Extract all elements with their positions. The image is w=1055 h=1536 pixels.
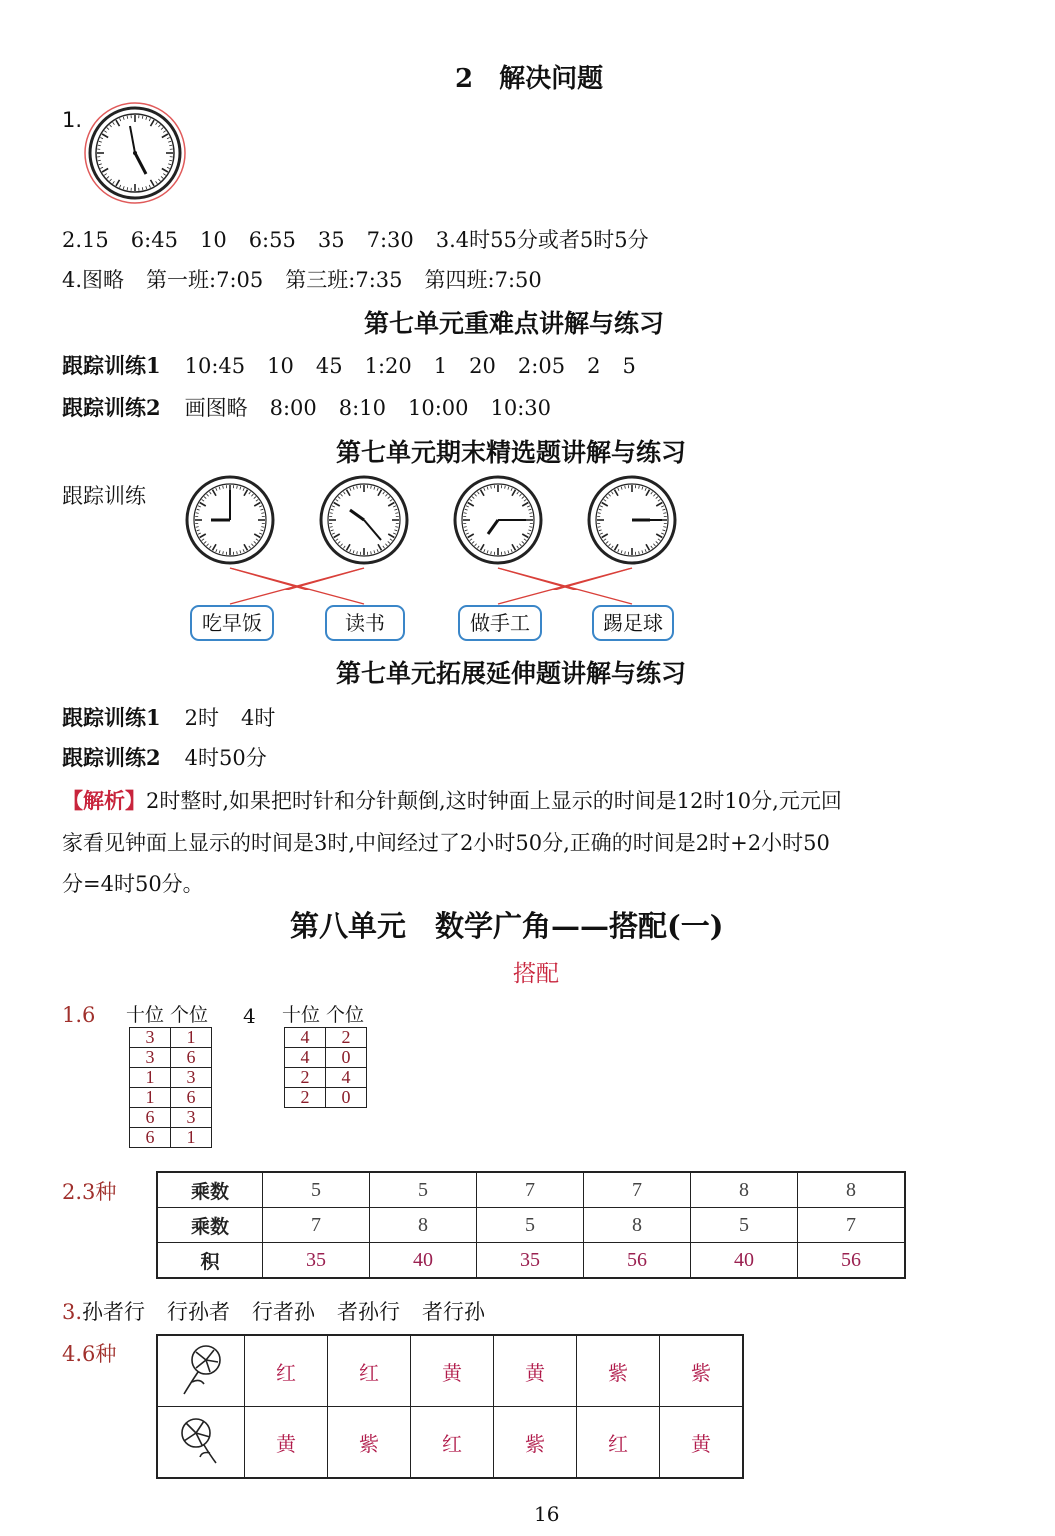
analysis-line-3: 分=4时50分。 <box>62 872 204 896</box>
answer-line-4 <box>62 264 542 294</box>
cell: 紫 <box>577 1335 660 1407</box>
tz-row1-label: 跟踪训练1 <box>62 705 161 730</box>
cell: 黄 <box>494 1335 577 1407</box>
row-label: 乘数 <box>157 1208 263 1243</box>
zn-row-2 <box>62 392 551 422</box>
cell: 6 <box>171 1048 212 1068</box>
p3-item: 者行孙 <box>422 1300 486 1324</box>
zn-item: 1:20 <box>364 354 412 378</box>
cell: 35 <box>477 1243 584 1279</box>
zn-item: 10:45 <box>184 354 246 378</box>
cell: 40 <box>370 1243 477 1279</box>
cell: 6 <box>130 1128 171 1148</box>
p3-line <box>62 1296 485 1326</box>
cell: 黄 <box>411 1335 494 1407</box>
row-label: 乘数 <box>157 1172 263 1208</box>
cell: 1 <box>130 1068 171 1088</box>
line2-item: 15 <box>82 228 109 252</box>
cell: 4 <box>285 1048 326 1068</box>
p4-prefix <box>62 1338 116 1368</box>
p1-header-b: 十位 个位 <box>282 1004 365 1026</box>
zn-item: 画图略 <box>184 396 248 420</box>
cell: 紫 <box>328 1407 411 1479</box>
unit8-title: 第八单元 数学广角——搭配(一) <box>290 909 724 943</box>
clock-icon-3 <box>455 477 541 563</box>
cell: 8 <box>584 1208 691 1243</box>
p3-item: 孙者行 <box>82 1300 146 1324</box>
cell: 红 <box>577 1407 660 1479</box>
q1-clock-icon <box>82 100 188 206</box>
cell: 3 <box>171 1068 212 1088</box>
cell: 3 <box>171 1108 212 1128</box>
cell: 7 <box>584 1172 691 1208</box>
answer-line-2 <box>62 224 649 254</box>
p2-prefix-text: 2.3种 <box>62 1180 117 1204</box>
zn-item: 1 <box>433 354 448 378</box>
zn-item: 2 <box>587 354 601 378</box>
cell: 5 <box>477 1208 584 1243</box>
q1-label: 1. <box>62 108 83 132</box>
cell: 6 <box>130 1108 171 1128</box>
line2-item: 7:30 <box>366 228 414 252</box>
p1-table-b <box>284 1027 367 1108</box>
p2-prefix <box>62 1176 116 1206</box>
cell: 1 <box>171 1028 212 1048</box>
zn-item: 8:10 <box>338 396 386 420</box>
cell: 3 <box>130 1048 171 1068</box>
cell: 7 <box>798 1208 906 1243</box>
p1-table-a <box>129 1027 212 1148</box>
clock-icon-1 <box>187 477 273 563</box>
cell: 4 <box>285 1028 326 1048</box>
analysis-tag: 【解析】 <box>62 788 146 813</box>
p4-prefix-text: 4.6种 <box>62 1342 117 1366</box>
p3-item: 行者孙 <box>252 1300 316 1324</box>
match-lines-lower <box>180 568 680 608</box>
activity-tag: 做手工 <box>458 605 542 641</box>
zn-item: 45 <box>315 354 343 378</box>
heading-zhongnandian: 第七单元重难点讲解与练习 <box>364 309 665 338</box>
cell: 56 <box>798 1243 906 1279</box>
cell: 5 <box>370 1172 477 1208</box>
cell: 2 <box>285 1088 326 1108</box>
page-number: 16 <box>534 1502 560 1526</box>
tz-row-1 <box>62 702 275 732</box>
zn-item: 2:05 <box>517 354 566 378</box>
cell: 红 <box>411 1407 494 1479</box>
p1-prefix-text: 1.6 <box>62 1003 96 1027</box>
p1-prefix <box>62 1003 95 1027</box>
row-label: 积 <box>157 1243 263 1279</box>
cell: 紫 <box>494 1407 577 1479</box>
analysis-text: 2时整时,如果把时针和分针颠倒,这时钟面上显示的时间是12时10分,元元回 <box>146 789 842 813</box>
cell: 5 <box>691 1208 798 1243</box>
cell: 红 <box>245 1335 328 1407</box>
clock-icon-4 <box>589 477 675 563</box>
unit8-subtitle: 搭配 <box>513 961 559 987</box>
cell: 红 <box>328 1335 411 1407</box>
line4-prefix: 4.图略 <box>62 268 125 292</box>
clock-icon-2 <box>321 477 407 563</box>
cell: 0 <box>326 1088 367 1108</box>
flower-icon <box>157 1335 245 1407</box>
zn-item: 20 <box>469 354 496 378</box>
cell: 1 <box>130 1088 171 1108</box>
p1-mid: 4 <box>243 1004 256 1028</box>
line4-item: 第一班:7:05 <box>146 268 264 292</box>
zn-item: 10 <box>267 354 294 378</box>
p3-prefix: 3. <box>62 1300 83 1324</box>
cell: 黄 <box>660 1407 744 1479</box>
p4-table <box>156 1334 744 1479</box>
cell: 8 <box>370 1208 477 1243</box>
tz-item: 4时50分 <box>184 746 267 770</box>
activity-tag: 踢足球 <box>592 605 674 641</box>
line4-item: 第三班:7:35 <box>285 268 403 292</box>
p3-item: 者孙行 <box>337 1300 401 1324</box>
zn-row-1 <box>62 350 636 380</box>
tz-row2-label: 跟踪训练2 <box>62 745 161 770</box>
cell: 35 <box>263 1243 370 1279</box>
analysis-line-2: 家看见钟面上显示的时间是3时,中间经过了2小时50分,正确的时间是2时+2小时50 <box>62 831 830 855</box>
cell: 6 <box>171 1088 212 1108</box>
cell: 8 <box>798 1172 906 1208</box>
zn-item: 5 <box>622 354 636 378</box>
line2-item: 10 <box>199 228 227 252</box>
cell: 7 <box>477 1172 584 1208</box>
line2-prefix: 2. <box>62 228 83 252</box>
cell: 7 <box>263 1208 370 1243</box>
zn-item: 10:00 <box>407 396 469 420</box>
activity-tag: 读书 <box>325 605 405 641</box>
cell: 40 <box>691 1243 798 1279</box>
cell: 1 <box>171 1128 212 1148</box>
cell: 3 <box>130 1028 171 1048</box>
qimo-label: 跟踪训练 <box>62 484 146 508</box>
zn-row1-label: 跟踪训练1 <box>62 353 161 378</box>
cell: 8 <box>691 1172 798 1208</box>
p2-table <box>156 1171 906 1279</box>
flower-icon <box>157 1407 245 1479</box>
line2-q3: 3.4时55分或者5时5分 <box>435 228 649 252</box>
zn-item: 10:30 <box>490 396 552 420</box>
heading-qimo: 第七单元期末精选题讲解与练习 <box>336 438 687 467</box>
cell: 2 <box>326 1028 367 1048</box>
cell: 4 <box>326 1068 367 1088</box>
cell: 5 <box>263 1172 370 1208</box>
line2-item: 35 <box>317 228 345 252</box>
cell: 2 <box>285 1068 326 1088</box>
line4-item: 第四班:7:50 <box>424 268 542 292</box>
analysis-line-1 <box>62 785 1022 815</box>
line2-item: 6:55 <box>248 228 296 252</box>
zn-row2-label: 跟踪训练2 <box>62 395 161 420</box>
activity-tag: 吃早饭 <box>190 605 274 641</box>
tz-row-2 <box>62 742 267 772</box>
heading-tuozhan: 第七单元拓展延伸题讲解与练习 <box>336 659 687 688</box>
tz-item: 2时 <box>184 706 219 730</box>
p3-item: 行孙者 <box>167 1300 231 1324</box>
cell: 紫 <box>660 1335 744 1407</box>
line2-item: 6:45 <box>130 228 178 252</box>
p1-header-a: 十位 个位 <box>126 1004 209 1026</box>
section-title: 2 解决问题 <box>455 64 604 94</box>
zn-item: 8:00 <box>269 396 317 420</box>
cell: 0 <box>326 1048 367 1068</box>
cell: 黄 <box>245 1407 328 1479</box>
cell: 56 <box>584 1243 691 1279</box>
tz-item: 4时 <box>241 706 276 730</box>
